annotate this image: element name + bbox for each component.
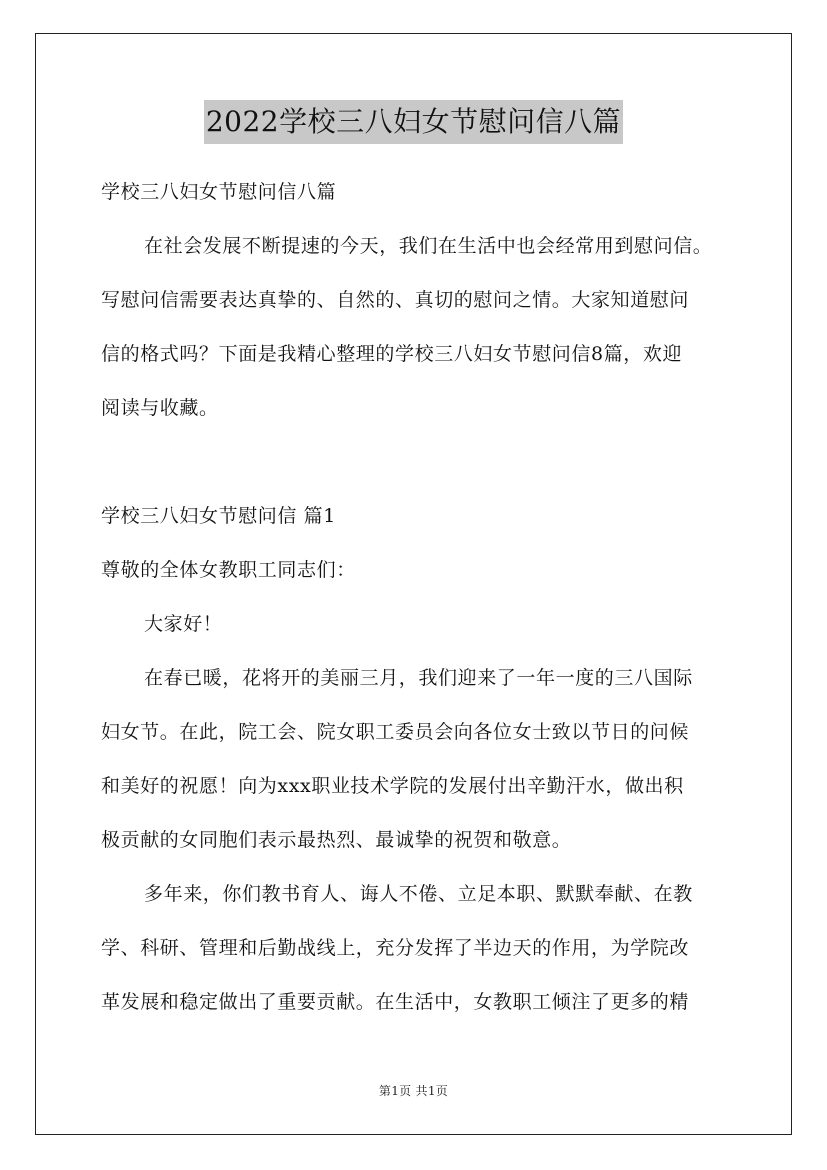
paragraph-line: 和美好的祝愿！向为xxx职业技术学院的发展付出辛勤汗水，做出积 [101, 775, 684, 797]
paragraph-line: 在社会发展不断提速的今天，我们在生活中也会经常用到慰问信。 [144, 235, 713, 257]
document-title: 2022学校三八妇女节慰问信八篇 [204, 100, 623, 144]
paragraph-line: 学、科研、管理和后勤战线上，充分发挥了半边天的作用，为学院改 [101, 937, 690, 959]
title-container [0, 100, 827, 144]
paragraph-line: 在春已暖，花将开的美丽三月，我们迎来了一年一度的三八国际 [144, 667, 693, 689]
salutation: 尊敬的全体女教职工同志们： [101, 559, 356, 581]
blank-line [101, 435, 746, 489]
greeting: 大家好！ [144, 613, 223, 635]
paragraph-line: 信的格式吗？下面是我精心整理的学校三八妇女节慰问信8篇，欢迎 [101, 343, 683, 365]
paragraph-line: 多年来，你们教书育人、诲人不倦、立足本职、默默奉献、在教 [144, 883, 693, 905]
paragraph-line: 极贡献的女同胞们表示最热烈、最诚挚的祝贺和敬意。 [101, 829, 572, 851]
document-body [101, 165, 746, 1029]
paragraph-line: 阅读与收藏。 [101, 397, 219, 419]
page-footer: 第1页 共1页 [378, 1084, 449, 1098]
paragraph-line: 革发展和稳定做出了重要贡献。在生活中，女教职工倾注了更多的精 [101, 991, 690, 1013]
section-heading: 学校三八妇女节慰问信 篇1 [101, 505, 336, 527]
paragraph-line: 妇女节。在此，院工会、院女职工委员会向各位女士致以节日的问候 [101, 721, 690, 743]
section-heading: 学校三八妇女节慰问信八篇 [101, 181, 337, 203]
paragraph-line: 写慰问信需要表达真挚的、自然的、真切的慰问之情。大家知道慰问 [101, 289, 690, 311]
